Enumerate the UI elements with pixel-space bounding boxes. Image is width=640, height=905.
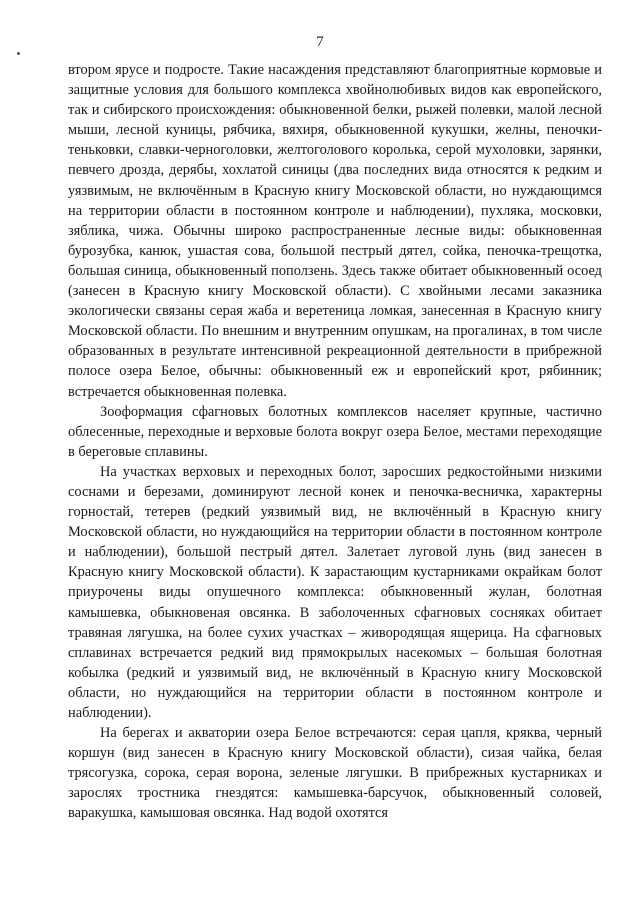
page-number: 7 xyxy=(316,34,324,50)
paragraph-1: втором ярусе и подросте. Такие насаждения представляют благоприятные кормовые и защитные условия для большого комплекса хвойнолюбивых видов как европейского, так и сибирского происхождения: обыкновенной белки, рыжей полевки, малой лесной мыши, лесной куницы, рябчика, вяхиря, обыкновенной кукушки, желны, пеночки-теньковки, славки-черноголовки, желтоголового королька, серой мухоловки, зарянки, певчего дрозда, дерябы, хохлатой синицы (два последних вида относятся к редким и уязвимым, не включённым в Красную книгу Московской области, но нуждающимся на территории области в постоянном контроле и наблюдении), пухляка, московки, зяблика, чижа. Обычны широко распространенные лесные виды: обыкновенная бурозубка, канюк, ушастая сова, большой пестрый дятел, сойка, пеночка-трещотка, большая синица, обыкновенный поползень. Здесь также обитает обыкновенный осоед (занесен в Красную книгу Московской области). С хвойными лесами заказника экологически связаны серая жаба и веретеница ломкая, занесенная в Красную книгу Московской области. По внешним и внутренним опушкам, на прогалинах, в том числе образованных в результате интенсивной рекреационной деятельности в прибрежной полосе озера Белое, обычны: обыкновенный еж и европейский крот, рябинник; встречается обыкновенная полевка. xyxy=(68,62,602,400)
scan-artifact-dot xyxy=(17,52,20,55)
paragraph-4: На берегах и акватории озера Белое встречаются: серая цапля, кряква, черный коршун (вид занесен в Красную книгу Московской области), сизая чайка, белая трясогузка, сорока, серая ворона, зеленые лягушки. В прибрежных кустарниках и зарослях тростника гнездятся: камышевка-барсучок, обыкновенный соловей, варакушка, камышовая овсянка. Над водой охотятся xyxy=(68,725,602,822)
document-body xyxy=(68,60,602,824)
paragraph-2: Зооформация сфагновых болотных комплексов населяет крупные, частично облесенные, переходные и верховые болота вокруг озера Белое, местами переходящие в береговые сплавины. xyxy=(68,403,602,460)
paragraph-3: На участках верховых и переходных болот, заросших редкостойными низкими соснами и березами, доминируют лесной конек и пеночка-весничка, характерны горностай, тетерев (редкий уязвимый вид, не включённый в Красную книгу Московской области, но нуждающийся на территории области в постоянном контроле и наблюдении), большой пестрый дятел. Залетает луговой лунь (вид занесен в Красную книгу Московской области). К зарастающим кустарниками окрайкам болот приурочены виды опушечного комплекса: обыкновенный жулан, болотная камышевка, обыкновеная овсянка. В заболоченных сфагновых сосняках обитает травяная лягушка, на более сухих участках – живородящая ящерица. На сфагновых сплавинах встречается редкий вид прямокрылых насекомых – большая болотная кобылка (редкий и уязвимый вид, не включённый в Красную книгу Московской области, но нуждающийся на территории области в постоянном контроле и наблюдении). xyxy=(68,463,602,721)
